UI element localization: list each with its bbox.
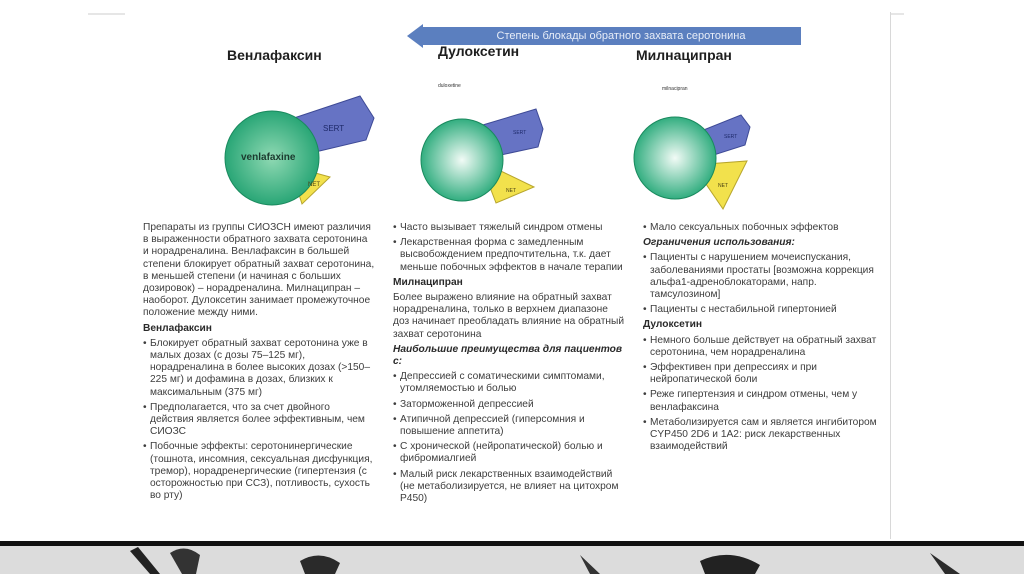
duloxetine-sphere [421, 119, 503, 201]
milnacipran-paragraph: Более выражено влияние на обратный захват норадреналина, только в верхнем диапазоне доз начинает преобладать влияние на обратный захват серотонина [393, 292, 625, 340]
section-subheading: Ограничения использования: [643, 237, 795, 249]
net-label: NET [718, 183, 728, 189]
drug-title-venlafaxine: Венлафаксин [227, 47, 322, 63]
list-item: • С хронической (нейропатической) болью и фибромиалгией [393, 441, 625, 465]
section-heading: Милнаципран [393, 276, 463, 288]
venlafaxine-label: venlafaxine [241, 152, 296, 163]
list-item: • Атипичной депрессией (гиперсомния и повышение аппетита) [393, 414, 625, 438]
list-item: • Блокирует обратный захват серотонина уже в малых дозах (с дозы 75–125 мг), норадреналина в более высоких дозах (>150–225 мг) и дофамина в дозах, близких к максимальным (375 мг) [143, 338, 375, 399]
list-item: • Метаболизируется сам и является ингибитором CYP450 2D6 и 1A2: риск лекарственных взаимодействий [643, 417, 877, 454]
list-item: • Заторможенной депрессией [393, 399, 625, 411]
drug-title-milnacipran: Милнаципран [636, 47, 732, 63]
drug-title-duloxetine: Дулоксетин [438, 43, 520, 59]
list-item: • Лекарственная форма с замедленным высвобождением предпочтительна, т.к. дает меньше побочных эффектов в начале терапии [393, 237, 625, 274]
column-venlafaxine [143, 222, 375, 505]
bullet-list [393, 222, 625, 274]
column-milnacipran [393, 222, 625, 508]
milnacipran-sphere [634, 117, 716, 199]
bullet-list [643, 252, 877, 316]
venlafaxine-molecule-diagram [220, 90, 380, 215]
slide-page [125, 12, 891, 539]
column-duloxetine [643, 222, 877, 456]
section-heading: Венлафаксин [143, 322, 212, 334]
list-item: • Часто вызывает тяжелый синдром отмены [393, 222, 625, 234]
list-item: • Немного больше действует на обратный захват серотонина, чем норадреналина [643, 335, 877, 359]
list-item: • Пациенты с нестабильной гипертонией [643, 304, 877, 316]
net-label: NET [506, 188, 516, 194]
list-item: • Реже гипертензия и синдром отмены, чем у венлафаксина [643, 389, 877, 413]
list-item: • Побочные эффекты: серотонинергические (тошнота, инсомния, сексуальная дисфункция, тремор), норадренергические (гипертензия (с осторожностью при ССЗ), потливость, сухость во рту) [143, 441, 375, 502]
sert-label: SERT [323, 124, 345, 133]
list-item: • Депрессией с соматическими симптомами, утомляемостью и болью [393, 371, 625, 395]
section-heading: Дулоксетин [643, 319, 703, 331]
sert-label: SERT [724, 134, 738, 140]
duloxetine-molecule-diagram [416, 97, 556, 212]
milnacipran-molecule-diagram [633, 105, 773, 215]
list-item: • Мало сексуальных побочных эффектов [643, 222, 877, 234]
serotonin-blockade-arrow: Степень блокады обратного захвата серотонина [421, 27, 801, 45]
net-label: NET [308, 182, 320, 188]
section-subheading: Наибольшие преимущества для пациентов с: [393, 343, 623, 368]
bullet-list [143, 338, 375, 503]
list-item: • Малый риск лекарственных взаимодействий (не метаболизируется, не влияет на цитохром Р450) [393, 469, 625, 506]
bullet-list [643, 222, 877, 234]
bullet-list [643, 335, 877, 454]
bullet-list [393, 371, 625, 505]
duloxetine-small-label: duloxetine [438, 83, 461, 89]
list-item: • Эффективен при депрессиях и при нейропатической боли [643, 362, 877, 386]
list-item: • Пациенты с нарушением мочеиспускания, заболеваниями простаты [возможна коррекция альфа1-адреноблокаторами, напр. тамсулозином] [643, 252, 877, 301]
sert-label: SERT [513, 130, 527, 136]
intro-paragraph: Препараты из группы СИОЗСН имеют различия в выраженности обратного захвата серотонина и норадреналина. Венлафаксин в большей степени блокирует обратный захват серотонина, в меньшей степени (и начиная с больших дозировок) – норадреналина. Милнаципран – наоборот. Дулоксетин занимает промежуточное положение между ними. [143, 222, 375, 319]
list-item: • Предполагается, что за счет двойного действия является более эффективным, чем СИОЗС [143, 402, 375, 439]
bottom-dark-line [0, 541, 1024, 546]
milnacipran-small-label: milnacipran [662, 86, 688, 92]
